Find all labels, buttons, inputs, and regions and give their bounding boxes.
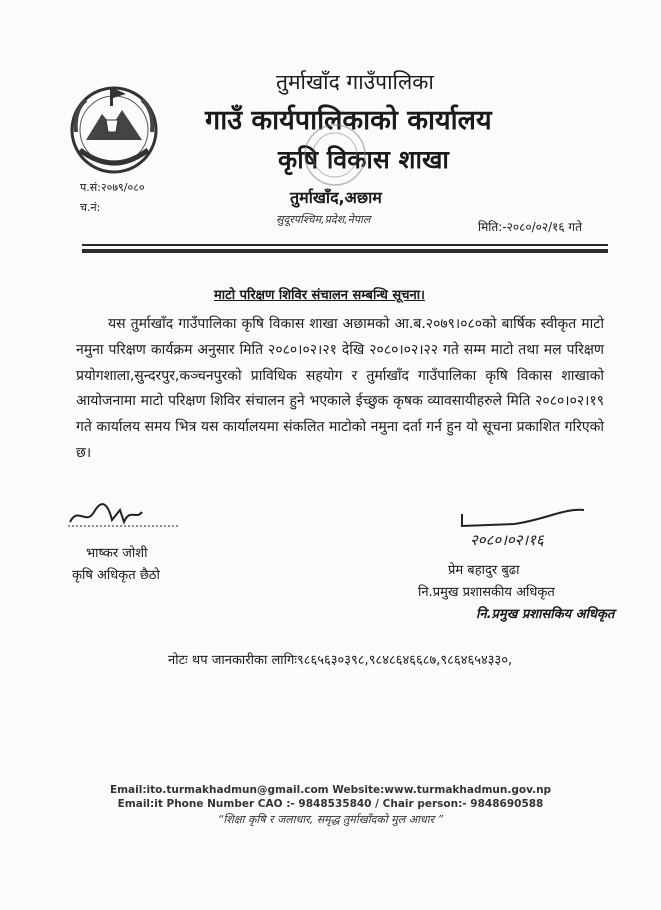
nepal-emblem-icon [66, 80, 162, 176]
right-signatory-name: प्रेम बहादुर बुढा [448, 563, 520, 578]
letter-number: प.सं:२०७९/०८० [80, 181, 145, 194]
official-stamp: नि.प्रमुख प्रशासकिय अधिकृत [476, 607, 615, 622]
footer-motto: “शिक्षा कृषि र जलाधार, समृद्ध तुर्माखाँदको मुल आधार ” [217, 813, 444, 826]
contact-note: नोटः थप जानकारीका लागिः९८६५६३०३९८,९८४८६४६६८७,९८६४६५४३३०, [168, 653, 513, 668]
right-signatory-title: नि.प्रमुख प्रशासकीय अधिकृत [418, 585, 555, 600]
province-address: सुदूरपश्चिम,प्रदेश,नेपाल [276, 213, 371, 226]
municipality-name: तुर्माखाँद गाउँपालिका [276, 70, 434, 94]
office-address: तुर्माखाँद,अछाम [290, 188, 382, 207]
notice-body: यस तुर्माखाँद गाउँपालिका कृषि विकास शाखा अछामको आ.ब.२०७९।०८०को बार्षिक स्वीकृत माटो नमुना परिक्षण कार्यक्रम अनुसार मिति २०८०।०२।२१ देखि २०८०।०२।२२ गते सम्म माटो तथा मल परिक्षण प्रयोगशाला,सुन्दरपुर,कञ्चनपुरको प्राविधिक सहयोग र तुर्माखाँद गाउँपालिका कृषि विकास शाखाको आयोजनामा माटो परिक्षण शिविर संचालन हुने भएकाले ईच्छुक कृषक व्यावसायीहरुले मिति २०८०।०२।१९ गते कार्यालय समय भित्र यस कार्यालयमा संकलित माटोको नमुना दर्ता गर्न हुन यो सूचना प्रकाशित गरिएको छ। [76, 316, 604, 461]
footer-phone: Email:it Phone Number CAO :- 9848535840 / Chair person:- 9848690588 [117, 798, 544, 810]
left-signatory-name: भाष्कर जोशी [86, 546, 148, 561]
signature-date: २०८०।०२।१६ [470, 531, 544, 549]
office-name: गाउँ कार्यपालिकाको कार्यालय [205, 105, 492, 136]
notice-subject: माटो परिक्षण शिविर संचालन सम्बन्धि सूचना। [214, 288, 425, 303]
dispatch-number: च.नं: [80, 201, 101, 214]
header-divider-thick [82, 249, 608, 253]
left-signatory-title: कृषि अधिकृत छैठो [72, 568, 160, 583]
section-name: कृषि विकास शाखा [278, 145, 449, 174]
header-divider [82, 244, 608, 246]
letter-date: मिति:-२०८०/०२/१६ गते [478, 220, 583, 234]
signature-icon [64, 500, 184, 532]
office-seal-icon [300, 120, 370, 190]
footer-email-website: Email:ito.turmakhadmun@gmail.com Website:www.turmakhadmun.gov.np [109, 784, 552, 796]
